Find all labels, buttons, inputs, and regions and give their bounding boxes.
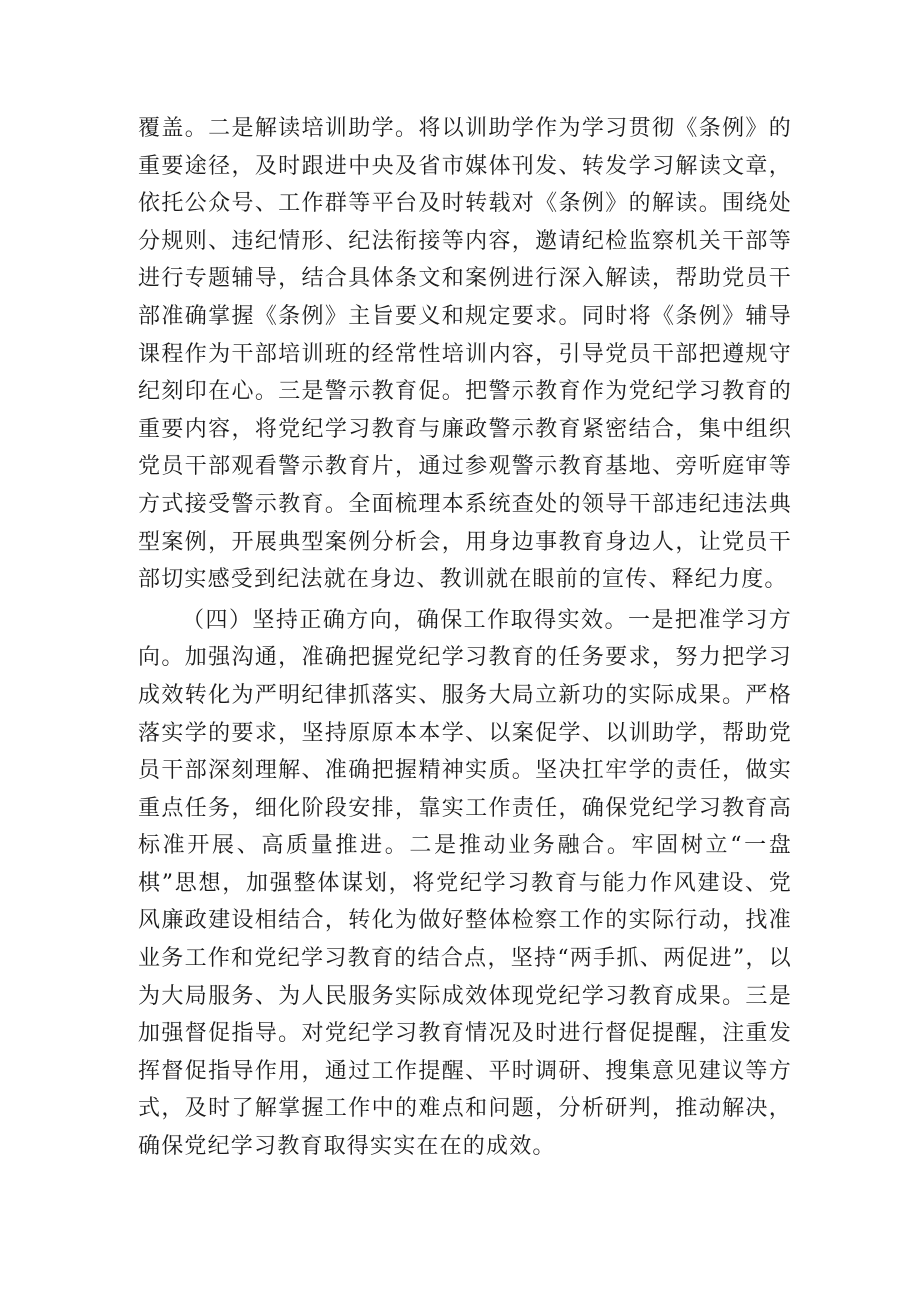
document-body bbox=[138, 110, 792, 1166]
paragraph-training-and-warning-education: 覆盖。二是解读培训助学。将以训助学作为学习贯彻《条例》的重要途径，及时跟进中央及省市媒体刊发、转发学习解读文章，依托公众号、工作群等平台及时转载对《条例》的解读。围绕处分规则、违纪情形、纪法衔接等内容，邀请纪检监察机关干部等进行专题辅导，结合具体条文和案例进行深入解读，帮助党员干部准确掌握《条例》主旨要义和规定要求。同时将《条例》辅导课程作为干部培训班的经常性培训内容，引导党员干部把遵规守纪刻印在心。三是警示教育促。把警示教育作为党纪学习教育的重要内容，将党纪学习教育与廉政警示教育紧密结合，集中组织党员干部观看警示教育片，通过参观警示教育基地、旁听庭审等方式接受警示教育。全面梳理本系统查处的领导干部违纪违法典型案例，开展典型案例分析会，用身边事教育身边人，让党员干部切实感受到纪法就在身边、教训就在眼前的宣传、释纪力度。 bbox=[138, 116, 792, 593]
paragraph-section-four-direction: （四）坚持正确方向，确保工作取得实效。一是把准学习方向。加强沟通，准确把握党纪学习教育的任务要求，努力把学习成效转化为严明纪律抓落实、服务大局立新功的实际成果。严格落实学的要求，坚持原原本本学、以案促学、以训助学，帮助党员干部深刻理解、准确把握精神实质。坚决扛牢学的责任，做实重点任务，细化阶段安排，靠实工作责任，确保党纪学习教育高标准开展、高质量推进。二是推动业务融合。牢固树立“一盘棋”思想，加强整体谋划，将党纪学习教育与能力作风建设、党风廉政建设相结合，转化为做好整体检察工作的实际行动，找准业务工作和党纪学习教育的结合点，坚持“两手抓、两促进”，以为大局服务、为人民服务实际成效体现党纪学习教育成果。三是加强督促指导。对党纪学习教育情况及时进行督促提醒，注重发挥督促指导作用，通过工作提醒、平时调研、搜集意见建议等方式，及时了解掌握工作中的难点和问题，分析研判，推动解决，确保党纪学习教育取得实实在在的成效。 bbox=[138, 607, 792, 1160]
